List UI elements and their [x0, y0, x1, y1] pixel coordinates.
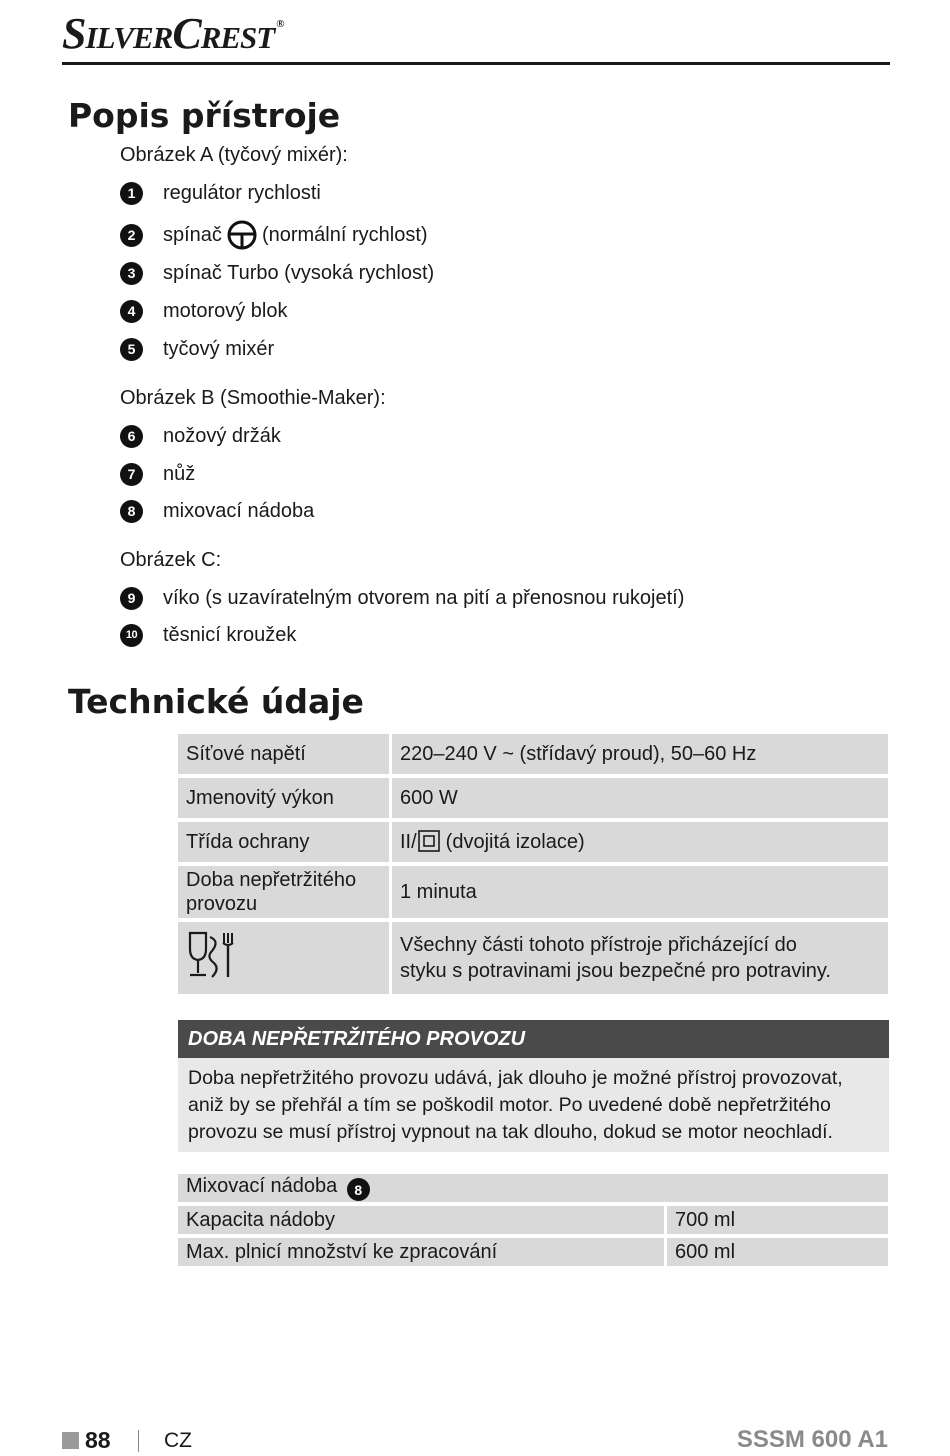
brand-logo	[62, 8, 283, 59]
list-item	[120, 221, 428, 249]
language-code: CZ	[164, 1429, 192, 1452]
item-text: těsnicí kroužek	[163, 623, 297, 646]
technical-data-table	[178, 734, 888, 994]
table-row	[178, 734, 888, 778]
list-item	[120, 584, 684, 612]
table-header-cell	[178, 1174, 888, 1206]
figure-a-caption: Obrázek A (tyčový mixér):	[120, 144, 348, 166]
item-number: 10	[120, 624, 143, 647]
table-cell-value: 600 W	[392, 778, 888, 822]
food-safe-icon	[186, 929, 236, 981]
registered-mark: ®	[276, 18, 284, 30]
table-cell-label: Kapacita nádoby	[178, 1206, 667, 1238]
table-cell-label: Třída ochrany	[178, 822, 392, 866]
item-number: 4	[120, 300, 143, 323]
page-number: 88	[85, 1427, 111, 1453]
section-title-technical: Technické údaje	[68, 682, 364, 721]
brand-name: SilverCrest	[62, 9, 275, 58]
model-number: SSSM 600 A1	[736, 1426, 888, 1453]
item-number: 6	[120, 425, 143, 448]
capacity-header-text: Mixovací nádoba	[186, 1174, 338, 1197]
item-text: mixovací nádoba	[163, 499, 315, 522]
list-item	[120, 497, 314, 525]
table-row	[178, 822, 888, 866]
table-row	[178, 866, 888, 922]
table-cell-value: 1 minuta	[392, 866, 888, 922]
note-body: Doba nepřetržitého provozu udává, jak dlouho je možné přístroj provozovat, aniž by se přehřál a tím se poškodil motor. Po uvedené době nepřetržitého provozu se musí přístroj vypnout na tak dlouho, dokud se motor neochladí.	[178, 1058, 889, 1152]
item-text: motorový blok	[163, 299, 288, 322]
table-row	[178, 1174, 888, 1206]
item-text-suffix: (normální rychlost)	[261, 223, 428, 246]
list-item	[120, 621, 296, 649]
table-cell-label: Doba nepřetržitého provozu	[178, 866, 392, 922]
item-text: tyčový mixér	[163, 337, 275, 360]
double-insulation-icon	[418, 830, 440, 852]
note-heading: DOBA NEPŘETRŽITÉHO PROVOZU	[178, 1020, 889, 1058]
table-row	[178, 1206, 888, 1238]
protection-class-desc: (dvojitá izolace)	[445, 831, 585, 853]
item-number: 1	[120, 182, 143, 205]
item-number: 5	[120, 338, 143, 361]
table-cell-label: Síťové napětí	[178, 734, 392, 778]
header-rule	[62, 62, 890, 65]
item-number: 8	[120, 500, 143, 523]
table-cell-value	[392, 822, 888, 866]
table-cell-label: Jmenovitý výkon	[178, 778, 392, 822]
figure-b-caption: Obrázek B (Smoothie-Maker):	[120, 387, 386, 409]
list-item	[120, 179, 321, 207]
protection-class-text: II/	[400, 831, 417, 853]
table-cell-value: Všechny části tohoto přístroje přicházející do styku s potravinami jsou bezpečné pro potraviny.	[392, 922, 888, 994]
item-text: spínač Turbo (vysoká rychlost)	[163, 261, 435, 284]
item-text: víko (s uzavíratelným otvorem na pití a přenosnou rukojetí)	[163, 586, 685, 609]
normal-speed-icon	[226, 219, 258, 251]
figure-c-caption: Obrázek C:	[120, 549, 222, 571]
list-item	[120, 297, 288, 325]
table-row	[178, 778, 888, 822]
section-title-device: Popis přístroje	[68, 96, 341, 135]
item-number: 9	[120, 587, 143, 610]
item-number: 3	[120, 262, 143, 285]
capacity-table	[178, 1174, 888, 1270]
list-item	[120, 335, 274, 363]
item-text: spínač	[163, 223, 222, 246]
table-row	[178, 922, 888, 994]
table-cell-value: 600 ml	[667, 1238, 888, 1270]
item-text: regulátor rychlosti	[163, 181, 321, 204]
item-text: nůž	[163, 462, 196, 485]
item-number: 7	[120, 463, 143, 486]
footer-divider	[138, 1430, 139, 1452]
item-number: 8	[347, 1178, 370, 1201]
item-number: 2	[120, 224, 143, 247]
table-row	[178, 1238, 888, 1270]
table-cell-label	[178, 922, 392, 994]
footer-square	[62, 1432, 79, 1449]
list-item	[120, 259, 434, 287]
table-cell-value: 220–240 V ~ (střídavý proud), 50–60 Hz	[392, 734, 888, 778]
list-item	[120, 422, 281, 450]
item-text: nožový držák	[163, 424, 281, 447]
table-cell-label: Max. plnicí množství ke zpracování	[178, 1238, 667, 1270]
list-item	[120, 460, 195, 488]
table-cell-value: 700 ml	[667, 1206, 888, 1238]
